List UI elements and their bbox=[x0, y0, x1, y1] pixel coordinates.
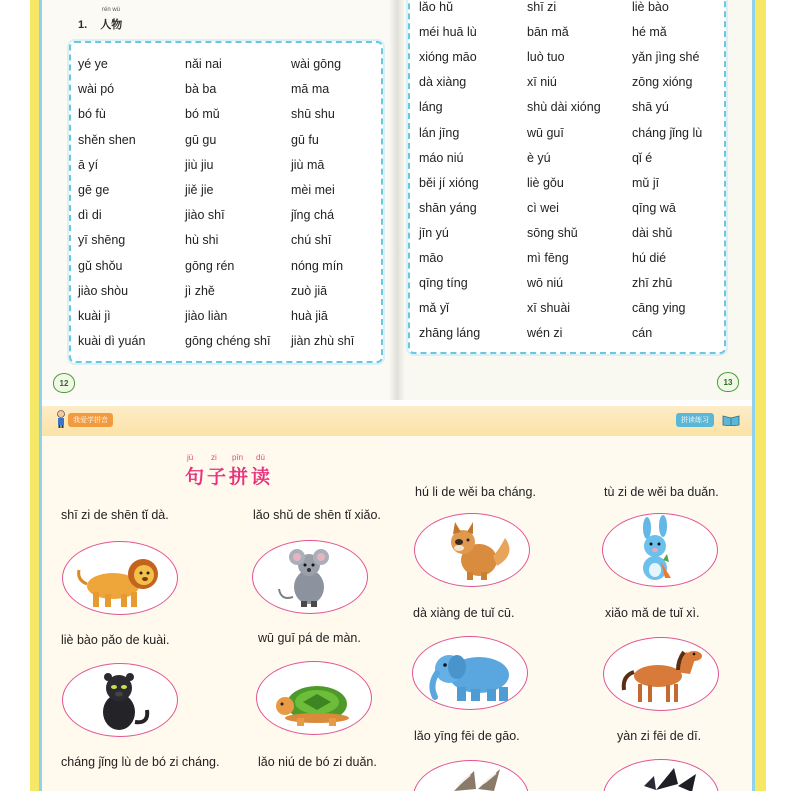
panther-picture bbox=[62, 663, 178, 737]
word-item: mǔ jī bbox=[632, 175, 660, 190]
word-item: bó mǔ bbox=[185, 107, 220, 122]
sentence: liè bào pǎo de kuài. bbox=[61, 633, 170, 647]
word-item: wài gōng bbox=[291, 57, 342, 71]
word-item: gē ge bbox=[78, 183, 110, 197]
word-item: shān yáng bbox=[419, 200, 477, 215]
word-item: cháng jǐng lù bbox=[632, 125, 703, 140]
sentence: xiǎo mǎ de tuǐ xì. bbox=[605, 606, 700, 620]
word-item: hú dié bbox=[632, 251, 667, 265]
word-item: dà xiàng bbox=[419, 75, 467, 90]
word-item: jiě jie bbox=[185, 183, 214, 197]
sentence: lǎo shǔ de shēn tǐ xiǎo. bbox=[253, 508, 381, 522]
word-item: wō niú bbox=[527, 276, 564, 291]
title-pinyin: zi bbox=[211, 453, 217, 462]
word-item: è yú bbox=[527, 150, 551, 165]
word-item: shū shu bbox=[291, 107, 335, 122]
word-item: nóng mín bbox=[291, 258, 344, 273]
word-item: jì zhě bbox=[185, 283, 215, 298]
page-number-left: 12 bbox=[59, 378, 69, 388]
book-icon bbox=[722, 414, 740, 426]
word-item: yī shēng bbox=[78, 233, 126, 248]
word-item: ā yí bbox=[78, 157, 99, 172]
section-title-pinyin: rén wù bbox=[102, 7, 121, 13]
word-item: qǐ é bbox=[632, 150, 653, 165]
rabbit-picture bbox=[602, 513, 718, 587]
panther-icon bbox=[63, 664, 179, 738]
word-item: gōng chéng shī bbox=[185, 334, 271, 349]
lion-picture bbox=[62, 541, 178, 615]
word-item: dài shǔ bbox=[632, 225, 673, 240]
word-item: zōng xióng bbox=[632, 75, 693, 90]
sentence: dà xiàng de tuǐ cū. bbox=[413, 606, 515, 620]
word-item: jiàn zhù shī bbox=[291, 334, 355, 349]
section-title-text: 人物 bbox=[100, 19, 123, 31]
word-item: mǎ yǐ bbox=[419, 301, 449, 316]
word-item: láng bbox=[419, 100, 443, 115]
rabbit-icon bbox=[603, 514, 719, 588]
sentence: cháng jǐng lù de bó zi cháng. bbox=[61, 755, 220, 769]
word-item: lǎo hǔ bbox=[419, 0, 454, 14]
word-item: wén zi bbox=[527, 326, 563, 341]
word-item: jǐng chá bbox=[291, 208, 335, 223]
word-item: jiào shòu bbox=[78, 283, 129, 298]
word-item: liè bào bbox=[632, 0, 669, 14]
lion-icon bbox=[63, 542, 179, 616]
page-frame-right bbox=[752, 0, 766, 791]
word-item: qīng tíng bbox=[419, 276, 468, 291]
word-item: liè gǒu bbox=[527, 175, 564, 190]
word-item: shěn shen bbox=[78, 132, 136, 147]
word-item: wū guī bbox=[527, 125, 564, 140]
word-item: jiào shī bbox=[185, 208, 225, 223]
swallow-icon bbox=[604, 760, 720, 791]
word-item: qīng wā bbox=[632, 200, 676, 215]
word-item: méi huā lù bbox=[419, 25, 477, 40]
header-label-left: 我爱学拼音 bbox=[68, 413, 113, 427]
word-item: kuài dì yuán bbox=[78, 334, 146, 349]
word-item: máo niú bbox=[419, 150, 464, 165]
word-item: gū gu bbox=[185, 132, 217, 147]
apple-page-icon bbox=[53, 373, 75, 393]
header-label-right: 拼读练习 bbox=[676, 413, 714, 427]
page-number-right: 13 bbox=[723, 377, 733, 387]
word-item: sōng shǔ bbox=[527, 225, 578, 240]
mouse-icon bbox=[253, 541, 369, 615]
word-item: jiào liàn bbox=[185, 309, 228, 323]
sentence: tù zi de wěi ba duǎn. bbox=[604, 485, 719, 499]
word-item: mā ma bbox=[291, 82, 330, 97]
word-item: chú shī bbox=[291, 233, 332, 248]
word-item: cāng ying bbox=[632, 301, 686, 316]
word-item: xióng māo bbox=[419, 50, 477, 65]
word-item: zuò jiā bbox=[291, 283, 328, 298]
title-pinyin: pīn bbox=[232, 453, 244, 462]
word-item: wài pó bbox=[78, 82, 115, 97]
word-item: zhāng láng bbox=[419, 326, 481, 341]
word-item: yé ye bbox=[78, 57, 108, 71]
eagle-icon bbox=[414, 761, 530, 791]
word-item: jiù mā bbox=[291, 157, 325, 172]
title-pinyin: jù bbox=[187, 453, 194, 462]
word-item: dì di bbox=[78, 208, 102, 223]
word-item: huà jiā bbox=[291, 309, 328, 323]
word-item: kuài jì bbox=[78, 309, 111, 323]
word-item: yǎn jìng shé bbox=[632, 50, 700, 65]
word-item: gū fu bbox=[291, 132, 319, 147]
sentence: hú li de wěi ba cháng. bbox=[415, 485, 536, 499]
word-item: zhī zhū bbox=[632, 276, 673, 291]
page-frame-left bbox=[30, 0, 42, 791]
word-item: xī shuài bbox=[527, 301, 571, 316]
word-item: běi jí xióng bbox=[419, 175, 479, 190]
word-item: shā yú bbox=[632, 100, 669, 115]
word-item: cì wei bbox=[527, 200, 559, 215]
word-item: luò tuo bbox=[527, 50, 565, 65]
word-item: nǎi nai bbox=[185, 57, 222, 71]
mouse-picture bbox=[252, 540, 368, 614]
word-item: shù dài xióng bbox=[527, 100, 601, 115]
word-item: bà ba bbox=[185, 82, 217, 97]
elephant-icon bbox=[413, 637, 529, 711]
word-item: māo bbox=[419, 251, 444, 265]
word-item: jiù jiu bbox=[185, 157, 214, 172]
elephant-picture bbox=[412, 636, 528, 710]
sentence: lǎo niú de bó zi duǎn. bbox=[258, 755, 377, 769]
section-number: 1. bbox=[78, 19, 88, 31]
word-item: gōng rén bbox=[185, 258, 235, 273]
swallow-picture bbox=[603, 759, 719, 791]
sentence: wū guī pá de màn. bbox=[258, 631, 361, 645]
turtle-picture bbox=[256, 661, 372, 735]
word-item: bó fù bbox=[78, 107, 106, 122]
word-item: shī zi bbox=[527, 0, 557, 14]
word-item: cán bbox=[632, 326, 653, 341]
word-item: hé mǎ bbox=[632, 25, 667, 40]
eagle-picture bbox=[413, 760, 529, 791]
word-item: hù shi bbox=[185, 233, 219, 248]
horse-picture bbox=[603, 637, 719, 711]
title-pinyin: dú bbox=[256, 453, 265, 462]
apple-page-icon bbox=[717, 372, 739, 392]
fox-picture bbox=[414, 513, 530, 587]
sentence: yàn zi fēi de dī. bbox=[617, 729, 702, 743]
word-item: mèi mei bbox=[291, 183, 335, 197]
word-item: mì fēng bbox=[527, 251, 569, 265]
word-item: lán jīng bbox=[419, 125, 460, 140]
word-item: gǔ shǒu bbox=[78, 258, 123, 273]
fox-icon bbox=[415, 514, 531, 588]
section-title bbox=[78, 7, 123, 32]
turtle-icon bbox=[257, 662, 373, 736]
horse-icon bbox=[604, 638, 720, 712]
page-title: 句子拼读 bbox=[185, 467, 274, 488]
word-item: jīn yú bbox=[419, 225, 449, 240]
word-item: xī niú bbox=[527, 75, 557, 90]
sentence: shī zi de shēn tǐ dà. bbox=[61, 508, 169, 522]
book-fold bbox=[389, 0, 405, 400]
sentence: lǎo yīng fēi de gāo. bbox=[414, 729, 520, 743]
word-item: bān mǎ bbox=[527, 25, 569, 40]
kid-icon bbox=[56, 410, 66, 428]
